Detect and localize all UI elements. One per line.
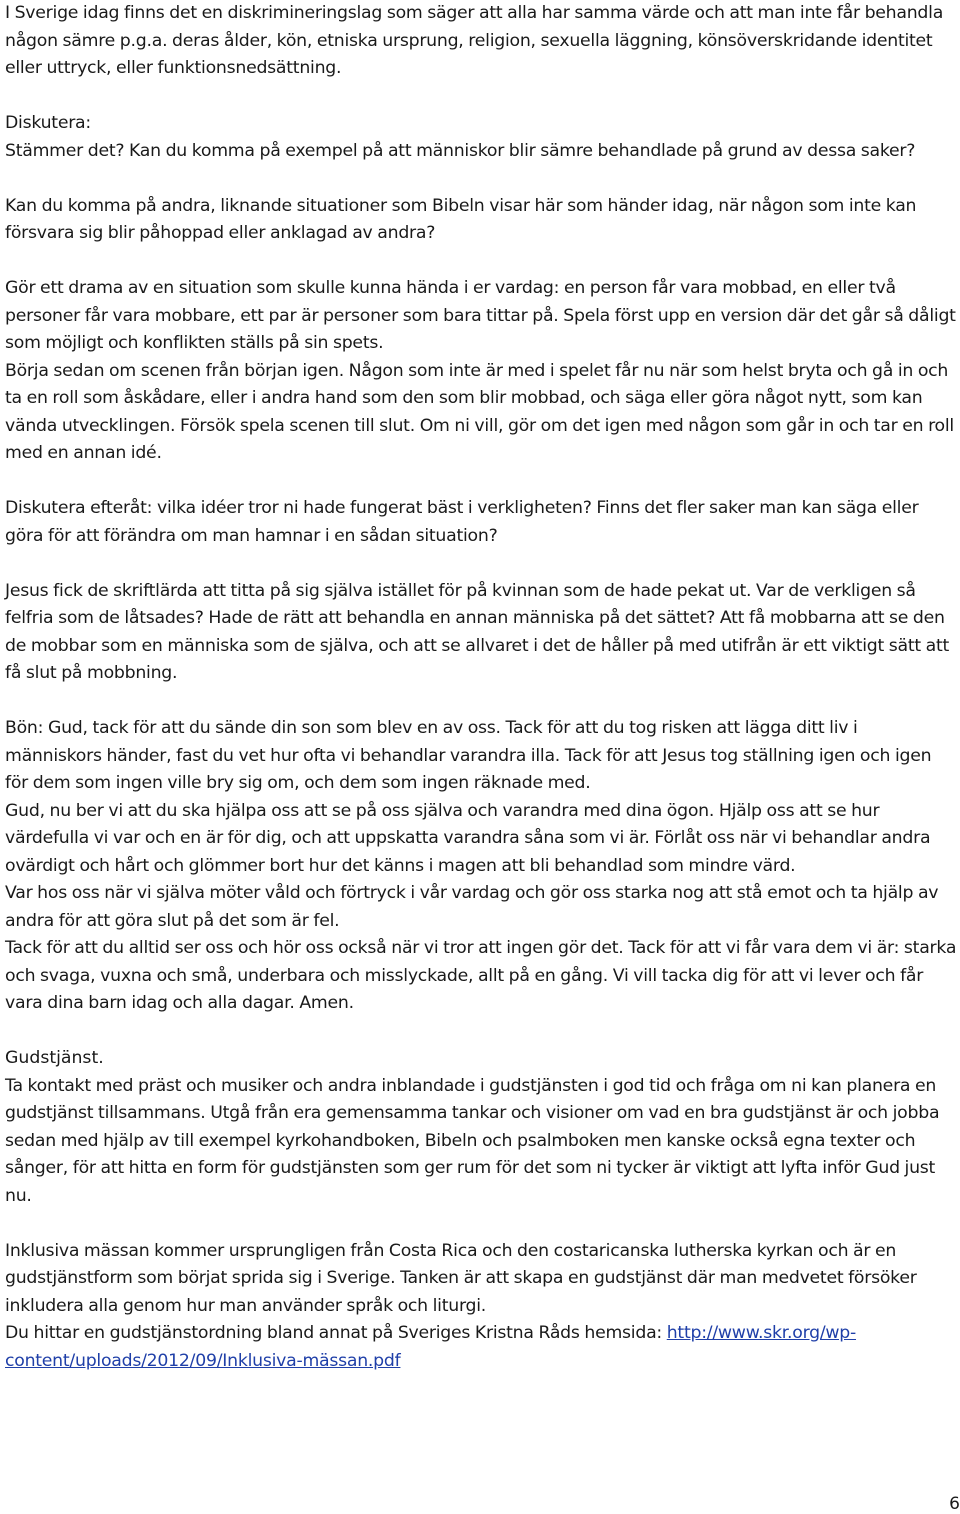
paragraph-service-order-link [5, 1320, 957, 1375]
document-page [5, 0, 957, 1375]
paragraph-discuss-afterwards: Diskutera efteråt: vilka idéer tror ni hade fungerat bäst i verkligheten? Finns det fler saker man kan säga eller göra för att förändra om man hamnar i en sådan situation? [5, 498, 919, 546]
spacer [5, 550, 957, 578]
paragraph-service-planning: Ta kontakt med präst och musiker och andra inblandade i gudstjänsten i god tid och fråga om ni kan planera en gudstjänst tillsammans. Utgå från era gemensamma tankar och visioner om vad en bra gudstjänst är och jobba sedan med hjälp av till exempel kyrkohandboken, Bibeln och psalmboken men kanske också egna texter och sånger, för att hitta en form för gudstjänsten som ger rum för det som ni tycker är viktigt att lyfta inför Gud just nu. [5, 1075, 940, 1206]
prayer-paragraph-4: Tack för att du alltid ser oss och hör oss också när vi tror att ingen gör det. Tack för att vi får vara dem vi är: starka och svaga, vuxna och små, underbara och misslyckade, allt på en gång. Vi vill tacka dig för att vi lever och får vara dina barn idag och alla dagar. Amen. [5, 938, 957, 1013]
discuss-label: Diskutera: [5, 113, 91, 133]
inclusive-mass-pdf-link[interactable]: http://www.skr.org/wp-content/uploads/2012/09/Inklusiva-mässan.pdf [5, 1323, 857, 1371]
prayer-paragraph-2: Gud, nu ber vi att du ska hjälpa oss att se på oss själva och varandra med dina ögon. Hjälp oss att se hur värdefulla vi var och en är för dig, och att uppskatta varandra såna som vi är. Förlåt oss när vi behandlar andra ovärdigt och hårt och glömmer bort hur det känns i magen att bli behandlad som mindre värd. [5, 800, 931, 876]
paragraph-discrimination-law: I Sverige idag finns det en diskrimineringslag som säger att alla har samma värde och att man inte får behandla någon sämre p.g.a. deras ålder, kön, etniska ursprung, religion, sexuella läggning, könsöverskridande identitet eller uttryck, eller funktionsnedsättning. [5, 3, 944, 78]
prayer-paragraph-3: Var hos oss när vi själva möter våld och förtryck i vår vardag och gör oss starka nog att stå emot och ta hjälp av andra för att göra slut på det som är fel. [5, 883, 939, 931]
section-heading-gudstjanst: Gudstjänst. [5, 1048, 104, 1068]
spacer [5, 468, 957, 496]
paragraph-similar-situations: Kan du komma på andra, liknande situationer som Bibeln visar här som händer idag, när någon som inte kan försvara sig blir påhoppad eller anklagad av andra? [5, 195, 917, 243]
spacer [5, 165, 957, 193]
paragraph-jesus-scribes: Jesus fick de skriftlärda att titta på sig själva istället för på kvinnan som de hade pekat ut. Var de verkligen så felfria som de låtsades? Hade de rätt att behandla en annan människa på det sättet? Att få mobbarna att se den de mobbar som en människa som de själva, och att se allvaret i det de håller på med utifrån är ett viktigt sätt att få slut på mobbning. [5, 580, 950, 683]
spacer [5, 688, 957, 716]
paragraph-drama-part2: Börja sedan om scenen från början igen. Någon som inte är med i spelet får nu när som helst bryta och gå in och ta en roll som åskådare, eller i andra hand som den som blir mobbad, och säga eller göra något nytt, som kan vända utvecklingen. Försök spela scenen till slut. Om ni vill, gör om det igen med någon som går in och tar en roll med en annan idé. [5, 360, 954, 463]
paragraph-drama-part1: Gör ett drama av en situation som skulle kunna hända i er vardag: en person får vara mobbad, en eller två personer får vara mobbare, ett par är personer som bara tittar på. Spela först upp en version där det går så dåligt som möjligt och konflikten ställs på sin spets. [5, 278, 956, 353]
page-number: 6 [949, 1494, 960, 1514]
spacer [5, 248, 957, 276]
paragraph-discuss-question: Stämmer det? Kan du komma på exempel på att människor blir sämre behandlade på grund av dessa saker? [5, 140, 916, 161]
spacer [5, 1018, 957, 1046]
paragraph-inclusive-mass: Inklusiva mässan kommer ursprungligen från Costa Rica och den costaricanska lutherska kyrkan och är en gudstjänstform som börjat sprida sig i Sverige. Tanken är att skapa en gudstjänst där man medvetet försöker inkludera alla genom hur man använder språk och liturgi. [5, 1240, 917, 1316]
prayer-paragraph-1: Bön: Gud, tack för att du sände din son som blev en av oss. Tack för att du tog risken att lägga ditt liv i människors händer, fast du vet hur ofta vi behandlar varandra illa. Tack för att Jesus tog ställning igen och igen för dem som ingen ville bry sig om, och dem som ingen räknade med. [5, 718, 932, 793]
spacer [5, 83, 957, 111]
link-intro-text: Du hittar en gudstjänstordning bland annat på Sveriges Kristna Råds hemsida: [5, 1323, 667, 1343]
spacer [5, 1210, 957, 1238]
